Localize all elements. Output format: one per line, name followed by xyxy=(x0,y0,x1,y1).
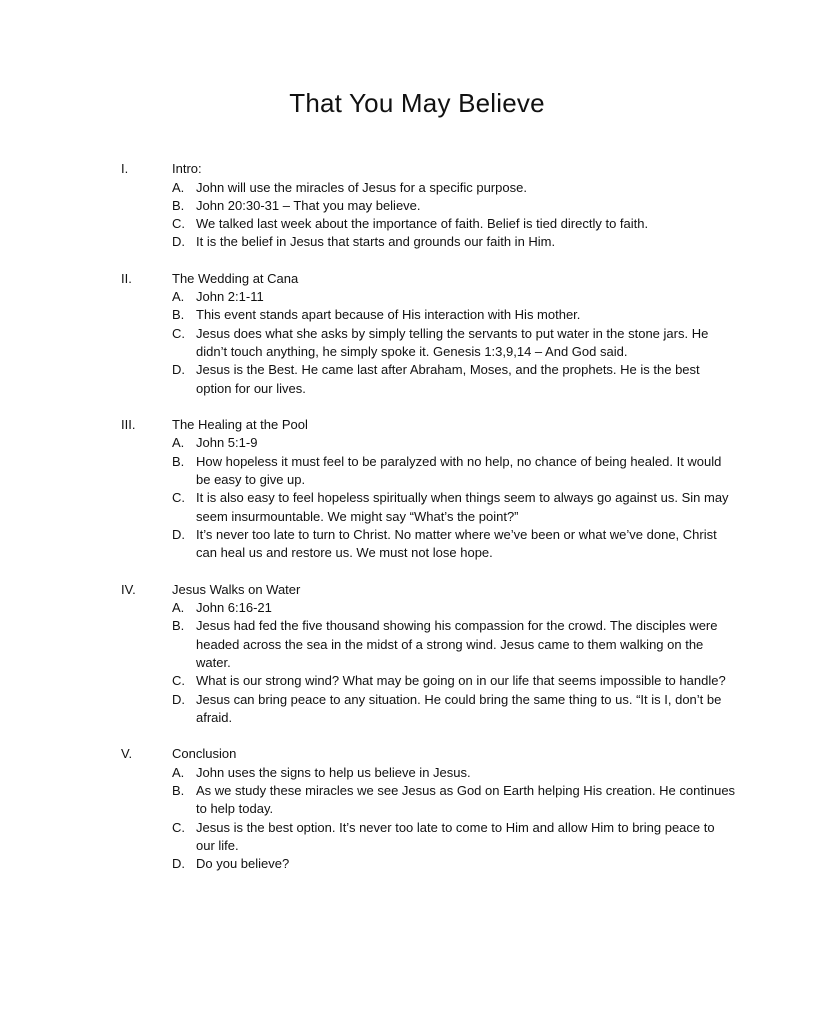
list-item xyxy=(0,306,736,324)
item-text: It is the belief in Jesus that starts and grounds our faith in Him. xyxy=(196,234,556,250)
section-heading xyxy=(0,416,834,435)
section-numeral: II. xyxy=(121,270,132,286)
section-title: Conclusion xyxy=(172,746,237,762)
item-text: Do you believe? xyxy=(196,856,290,872)
item-text: This event stands apart because of His interaction with His mother. xyxy=(196,307,581,323)
outline-section xyxy=(0,416,834,563)
item-letter: C. xyxy=(172,490,185,506)
section-items xyxy=(0,288,834,398)
item-text: John 20:30-31 – That you may believe. xyxy=(196,197,421,213)
item-letter: D. xyxy=(172,856,185,872)
item-letter: A. xyxy=(172,435,185,451)
section-numeral: I. xyxy=(121,161,129,176)
list-item xyxy=(0,819,736,856)
item-letter: B. xyxy=(172,453,185,469)
outline-section xyxy=(0,160,834,252)
list-item xyxy=(0,179,736,197)
section-title: Jesus Walks on Water xyxy=(172,581,301,597)
outline-section xyxy=(0,270,834,398)
item-letter: A. xyxy=(172,764,185,780)
item-text: As we study these miracles we see Jesus as God on Earth helping His creation. He continues to help today. xyxy=(196,782,736,817)
section-numeral: IV. xyxy=(121,581,136,597)
item-text: We talked last week about the importance of faith. Belief is tied directly to faith. xyxy=(196,216,649,232)
section-title: Intro: xyxy=(172,161,202,176)
list-item xyxy=(0,672,736,690)
list-item xyxy=(0,782,736,819)
item-letter: C. xyxy=(172,325,185,341)
section-heading xyxy=(0,160,834,179)
section-title: The Healing at the Pool xyxy=(172,416,308,432)
item-letter: B. xyxy=(172,782,185,798)
section-title: The Wedding at Cana xyxy=(172,270,299,286)
list-item xyxy=(0,453,736,490)
item-letter: A. xyxy=(172,179,185,195)
list-item xyxy=(0,434,736,452)
item-text: What is our strong wind? What may be going on in our life that seems impossible to handle? xyxy=(196,673,726,689)
list-item xyxy=(0,617,736,672)
item-letter: D. xyxy=(172,362,185,378)
list-item xyxy=(0,489,736,526)
list-item xyxy=(0,361,736,398)
item-letter: D. xyxy=(172,691,185,707)
item-text: John 6:16-21 xyxy=(196,600,272,616)
list-item xyxy=(0,288,736,306)
item-text: It is also easy to feel hopeless spiritually when things seem to always go against us. Sin may seem insurmountable. We might say “What’s the point?” xyxy=(196,490,729,524)
section-heading xyxy=(0,581,834,600)
list-item xyxy=(0,526,736,563)
item-text: John uses the signs to help us believe in Jesus. xyxy=(196,764,471,780)
item-letter: C. xyxy=(172,673,185,689)
item-text: Jesus does what she asks by simply telling the servants to put water in the stone jars. He didn’t touch anything, he simply spoke it. Genesis 1:3,9,14 – And God said. xyxy=(196,325,709,360)
list-item xyxy=(0,215,736,233)
list-item xyxy=(0,855,736,873)
list-item xyxy=(0,764,736,782)
sermon-outline xyxy=(0,160,834,891)
section-heading xyxy=(0,270,834,289)
section-items xyxy=(0,434,834,562)
item-text: Jesus is the best option. It’s never too late to come to Him and allow Him to bring peace to our life. xyxy=(196,819,715,853)
item-text: John will use the miracles of Jesus for a specific purpose. xyxy=(196,179,527,195)
section-items xyxy=(0,764,834,874)
item-letter: B. xyxy=(172,197,185,213)
item-letter: D. xyxy=(172,526,185,542)
outline-section xyxy=(0,745,834,873)
section-numeral: III. xyxy=(121,416,136,432)
item-letter: A. xyxy=(172,289,185,305)
item-text: John 5:1-9 xyxy=(196,435,258,451)
list-item xyxy=(0,599,736,617)
page-title: That You May Believe xyxy=(289,88,545,118)
item-letter: B. xyxy=(172,618,185,634)
section-numeral: V. xyxy=(121,746,133,762)
outline-section xyxy=(0,581,834,728)
item-text: Jesus had fed the five thousand showing his compassion for the crowd. The disciples were headed across the sea in the midst of a strong wind. Jesus came to them walking on the water. xyxy=(196,618,718,670)
item-letter: C. xyxy=(172,819,185,835)
section-heading xyxy=(0,745,834,764)
item-letter: C. xyxy=(172,216,185,232)
section-items xyxy=(0,599,834,727)
item-text: Jesus can bring peace to any situation. He could bring the same thing to us. “It is I, don’t be afraid. xyxy=(196,691,722,725)
section-items xyxy=(0,179,834,252)
list-item xyxy=(0,325,736,362)
list-item xyxy=(0,233,736,251)
item-letter: B. xyxy=(172,307,185,323)
item-text: It’s never too late to turn to Christ. No matter where we’ve been or what we’ve done, Christ can heal us and restore us. We must not lose hope. xyxy=(196,526,717,561)
list-item xyxy=(0,197,736,215)
item-text: How hopeless it must feel to be paralyzed with no help, no chance of being healed. It would be easy to give up. xyxy=(196,453,722,488)
item-text: Jesus is the Best. He came last after Abraham, Moses, and the prophets. He is the best option for our lives. xyxy=(196,362,700,396)
item-text: John 2:1-11 xyxy=(196,289,264,305)
item-letter: A. xyxy=(172,600,185,616)
list-item xyxy=(0,691,736,728)
item-letter: D. xyxy=(172,234,185,250)
